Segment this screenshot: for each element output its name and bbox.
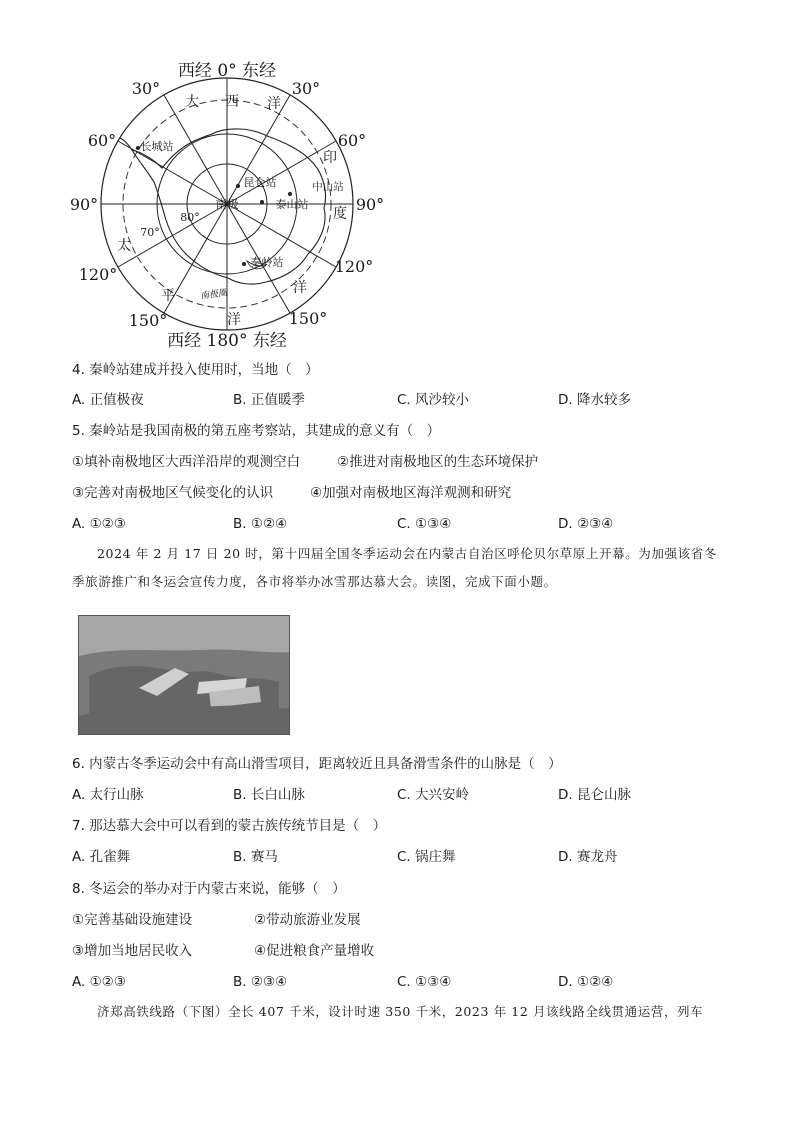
- lon-label-e150: 150°: [288, 309, 328, 328]
- lon-label-w30: 30°: [131, 79, 161, 98]
- q5-option-c: C. ①③④: [397, 516, 452, 532]
- q4-option-a: A. 正值极夜: [72, 392, 144, 408]
- map-top-label: 西经 0° 东经: [177, 61, 277, 81]
- lon-label-e30: 30°: [291, 79, 321, 98]
- q8-item-4: ④促进粮食产量增收: [254, 943, 375, 959]
- q5-item-2: ②推进对南极地区的生态环境保护: [337, 454, 539, 470]
- q6-option-a: A. 太行山脉: [72, 787, 144, 803]
- lon-label-w90: 90°: [69, 195, 99, 214]
- antarctic-circle-label: 南极圈: [199, 288, 228, 302]
- q8-option-d: D. ①②④: [558, 974, 614, 990]
- q6-option-b: B. 长白山脉: [233, 787, 305, 803]
- map-bottom-label: 西经 180° 东经: [167, 331, 287, 351]
- antarctica-map: [62, 56, 392, 356]
- question-7-stem: 7. 那达慕大会中可以看到的蒙古族传统节目是（ ）: [72, 818, 387, 834]
- q7-option-d: D. 赛龙舟: [558, 849, 618, 865]
- question-5-stem: 5. 秦岭站是我国南极的第五座考察站，其建成的意义有（ ）: [72, 423, 441, 439]
- passage-winter-games: 2024 年 2 月 17 日 20 时，第十四届全国冬季运动会在内蒙古自治区呼伦贝尔草原上开幕。为加强该省冬季旅游推广和冬运会宣传力度，各市将举办冰雪那达慕大会。读图，完成下面小题。: [72, 546, 717, 589]
- q6-option-d: D. 昆仑山脉: [558, 787, 631, 803]
- q6-option-c: C. 大兴安岭: [397, 787, 470, 803]
- q8-item-3: ③增加当地居民收入: [72, 943, 193, 959]
- q7-option-c: C. 锅庄舞: [397, 849, 456, 865]
- ocean-char-yin: 印: [323, 150, 337, 166]
- ocean-char-xi: 西: [225, 94, 239, 110]
- ocean-char-yang-pacific: 洋: [227, 312, 241, 328]
- ocean-char-tai: 太: [117, 238, 131, 254]
- station-changcheng: 长城站: [140, 140, 174, 153]
- q8-item-1: ①完善基础设施建设: [72, 912, 193, 928]
- q5-option-d: D. ②③④: [558, 516, 614, 532]
- lon-label-w60: 60°: [87, 131, 117, 150]
- south-pole-label: 南极: [215, 197, 239, 211]
- q8-option-b: B. ②③④: [233, 974, 288, 990]
- q4-option-d: D. 降水较多: [558, 392, 631, 408]
- station-zhongshan: 中山站: [312, 181, 344, 193]
- passage-railway: 济郑高铁线路（下图）全长 407 千米，设计时速 350 千米，2023 年 12 月该线路全线贯通运营，列车: [97, 1004, 704, 1019]
- ocean-char-du: 度: [333, 206, 347, 222]
- question-8-stem: 8. 冬运会的举办对于内蒙古来说，能够（ ）: [72, 881, 346, 897]
- ocean-char-yang-atlantic: 洋: [267, 96, 281, 112]
- lon-label-e120: 120°: [334, 257, 374, 276]
- q5-item-4: ④加强对南极地区海洋观测和研究: [310, 485, 512, 501]
- q5-option-b: B. ①②④: [233, 516, 288, 532]
- snow-event-photo: [78, 615, 290, 735]
- q5-item-3: ③完善对南极地区气候变化的认识: [72, 485, 274, 501]
- lat-label-70: 70°: [140, 226, 160, 239]
- q5-item-1: ①填补南极地区大西洋沿岸的观测空白: [72, 454, 301, 470]
- ocean-char-da: 大: [185, 94, 199, 110]
- q8-item-2: ②带动旅游业发展: [254, 912, 361, 928]
- q8-option-a: A. ①②③: [72, 974, 126, 990]
- q8-option-c: C. ①③④: [397, 974, 452, 990]
- lon-label-w120: 120°: [78, 265, 118, 284]
- lon-label-e90: 90°: [355, 195, 385, 214]
- station-taishan: 泰山站: [275, 198, 309, 211]
- q5-option-a: A. ①②③: [72, 516, 126, 532]
- question-4-stem: 4. 秦岭站建成并投入使用时，当地（ ）: [72, 362, 319, 378]
- station-kunlun: 昆仑站: [243, 176, 277, 189]
- q4-option-b: B. 正值暖季: [233, 392, 305, 408]
- lon-label-w150: 150°: [128, 311, 168, 330]
- q7-option-b: B. 赛马: [233, 849, 278, 865]
- ocean-char-yang-indian: 洋: [293, 280, 307, 296]
- q4-option-c: C. 风沙较小: [397, 392, 470, 408]
- q7-option-a: A. 孔雀舞: [72, 849, 131, 865]
- lat-label-80: 80°: [180, 211, 200, 224]
- question-6-stem: 6. 内蒙古冬季运动会中有高山滑雪项目，距离较近且具备滑雪条件的山脉是（ ）: [72, 756, 562, 772]
- station-qinling: 秦岭站: [250, 256, 284, 269]
- ocean-char-ping: 平: [161, 288, 175, 304]
- lon-label-e60: 60°: [337, 131, 367, 150]
